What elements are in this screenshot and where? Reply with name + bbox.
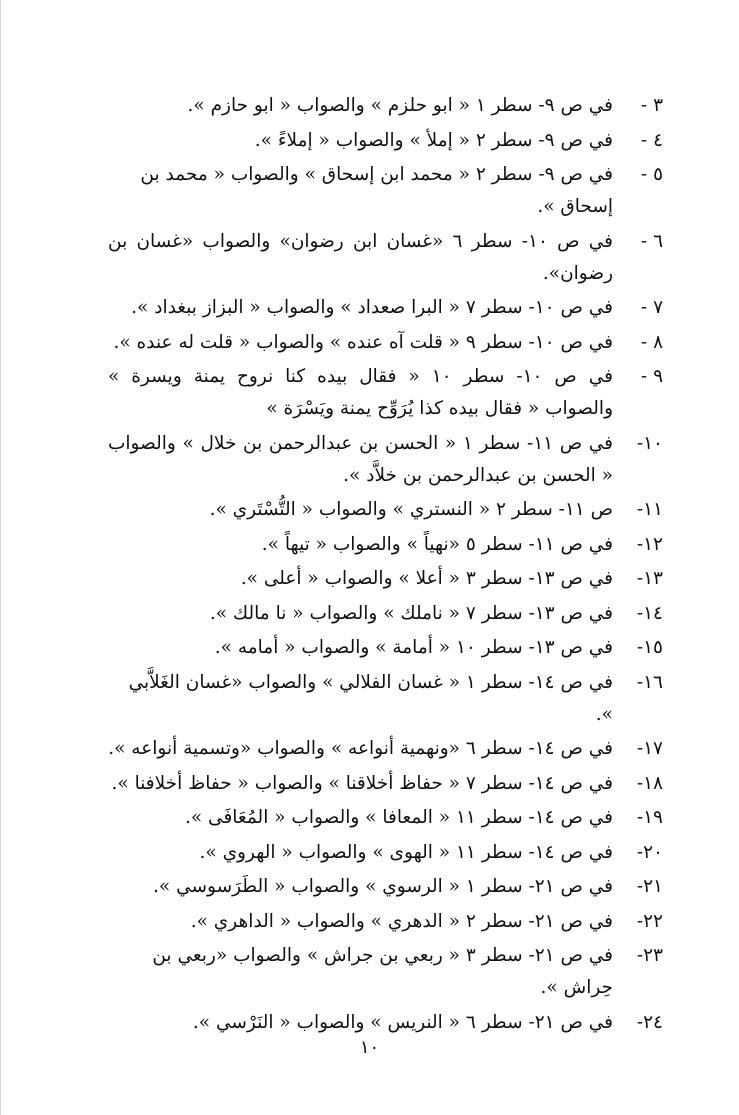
entry-number: ١٠- — [636, 432, 663, 454]
page-number: ١٠ — [359, 1037, 380, 1058]
entry-text: في ص ٩- سطر ٢ « محمد ابن إسحاق » والصواب « محمد بن إسحاق ». — [140, 164, 613, 217]
entry-text: في ص ٢١- سطر ٣ « ربعي بن جراش » والصواب «ربعي بن حِراش ». — [152, 945, 613, 998]
errata-entry — [108, 361, 663, 425]
errata-entry — [108, 906, 663, 938]
entry-number: ١٧- — [636, 738, 663, 759]
errata-entry — [108, 494, 663, 526]
entry-text: في ص ١٣- سطر ٧ « ناملك » والصواب « نا مالك ». — [209, 602, 613, 624]
errata-entry — [108, 940, 663, 1004]
entry-number: ٢١- — [636, 876, 663, 897]
entry-number: ١٥- — [636, 637, 663, 658]
entry-number: ٢٢- — [636, 910, 663, 932]
entry-text: في ص ٢١- سطر ٦ « النريس » والصواب « النَرْسي ». — [192, 1011, 613, 1033]
errata-entry — [108, 327, 663, 359]
entry-text: في ص ٢١- سطر ٢ « الدهري » والصواب « الداهري ». — [190, 910, 613, 932]
errata-entry — [108, 159, 663, 223]
errata-entry — [108, 428, 663, 492]
entry-text: في ص ١٠- سطر ٧ « البرا صعداد » والصواب « البزاز ببغداد ». — [131, 297, 613, 318]
entry-number: ٩ - — [640, 366, 663, 387]
entry-number: ١٤- — [636, 602, 663, 624]
entry-number: ١١- — [636, 499, 663, 520]
errata-list — [108, 90, 663, 1041]
entry-text: في ص ١٤- سطر ٧ « حفاظ أخلاقنا » والصواب « حفاظ أخلافنا ». — [111, 772, 613, 794]
entry-number: ٦ - — [640, 230, 663, 252]
page-edge-shadow — [0, 0, 1, 1115]
entry-number: ١٩- — [636, 807, 663, 828]
entry-text: في ص ١٠- سطر ١٠ « فقال بيده كنا نروح يمنة ويسرة » والصواب « فقال بيده كذا يُرَوِّح يمنة ويَسْرَة » — [108, 366, 614, 419]
entry-number: ٢٠- — [636, 841, 663, 863]
errata-entry — [108, 632, 663, 664]
errata-entry — [108, 837, 663, 869]
entry-text: ص ١١- سطر ٢ « النستري » والصواب « التُّسْتَري ». — [209, 499, 613, 520]
entry-number: ٤ - — [640, 129, 663, 151]
entry-text: في ص ١٠- سطر ٩ « قلت آه عنده » والصواب « قلت له عنده ». — [113, 331, 613, 353]
entry-number: ١٨- — [636, 772, 663, 794]
entry-text: في ص ١٣- سطر ٣ « أعلا » والصواب « أعلى ». — [240, 568, 613, 589]
errata-entry — [108, 529, 663, 561]
entry-text: في ص ١٣- سطر ١٠ « أمامة » والصواب « أمامه ». — [214, 637, 613, 658]
entry-text: في ص ١٤- سطر ١١ « المعافا » والصواب « المُعَافَى ». — [184, 807, 613, 828]
entry-number: ٣ - — [640, 95, 663, 116]
entry-number: ٢٣- — [636, 945, 663, 966]
errata-entry — [108, 802, 663, 834]
entry-number: ٢٤- — [636, 1011, 663, 1033]
errata-entry — [108, 768, 663, 800]
errata-entry — [108, 598, 663, 630]
errata-entry — [108, 292, 663, 324]
entry-text: في ص ١١- سطر ١ « الحسن بن عبدالرحمن بن خلال » والصواب « الحسن بن عبدالرحمن بن خلاَّد ». — [108, 432, 614, 486]
errata-entry — [108, 563, 663, 595]
errata-entry — [108, 733, 663, 765]
entry-number: ١٢- — [636, 533, 663, 555]
errata-entry — [108, 226, 663, 290]
entry-number: ٥ - — [640, 164, 663, 185]
entry-text: في ص ١٤- سطر ٦ «ونهمية أنواعه » والصواب «وتسمية أنواعه ». — [108, 738, 613, 759]
entry-text: في ص ١٤- سطر ١ « غسان الفلالي » والصواب «غسان الغَلاَّبي ». — [128, 671, 613, 725]
entry-text: في ص ٩- سطر ٢ « إملأ » والصواب « إملاءً ». — [254, 129, 613, 151]
entry-text: في ص ١٤- سطر ١١ « الهوى » والصواب « الهروي ». — [199, 841, 613, 863]
errata-entry — [108, 871, 663, 903]
entry-number: ٨ - — [640, 331, 663, 353]
entry-text: في ص ١١- سطر ٥ «نهياً » والصواب « تيهاً ». — [261, 533, 613, 555]
errata-entry — [108, 90, 663, 122]
errata-entry — [108, 667, 663, 731]
entry-text: في ص ١٠- سطر ٦ «غسان ابن رضوان» والصواب «غسان بن رضوان». — [108, 230, 614, 284]
errata-entry — [108, 125, 663, 157]
entry-text: في ص ٢١- سطر ١ « الرسوي » والصواب « الطَرَسوسي ». — [153, 876, 613, 897]
entry-number: ١٣- — [636, 568, 663, 589]
entry-number: ٧ - — [640, 297, 663, 318]
entry-text: في ص ٩- سطر ١ « ابو حلزم » والصواب « ابو حازم ». — [187, 95, 613, 116]
errata-entry — [108, 1007, 663, 1039]
entry-number: ١٦- — [636, 671, 663, 693]
